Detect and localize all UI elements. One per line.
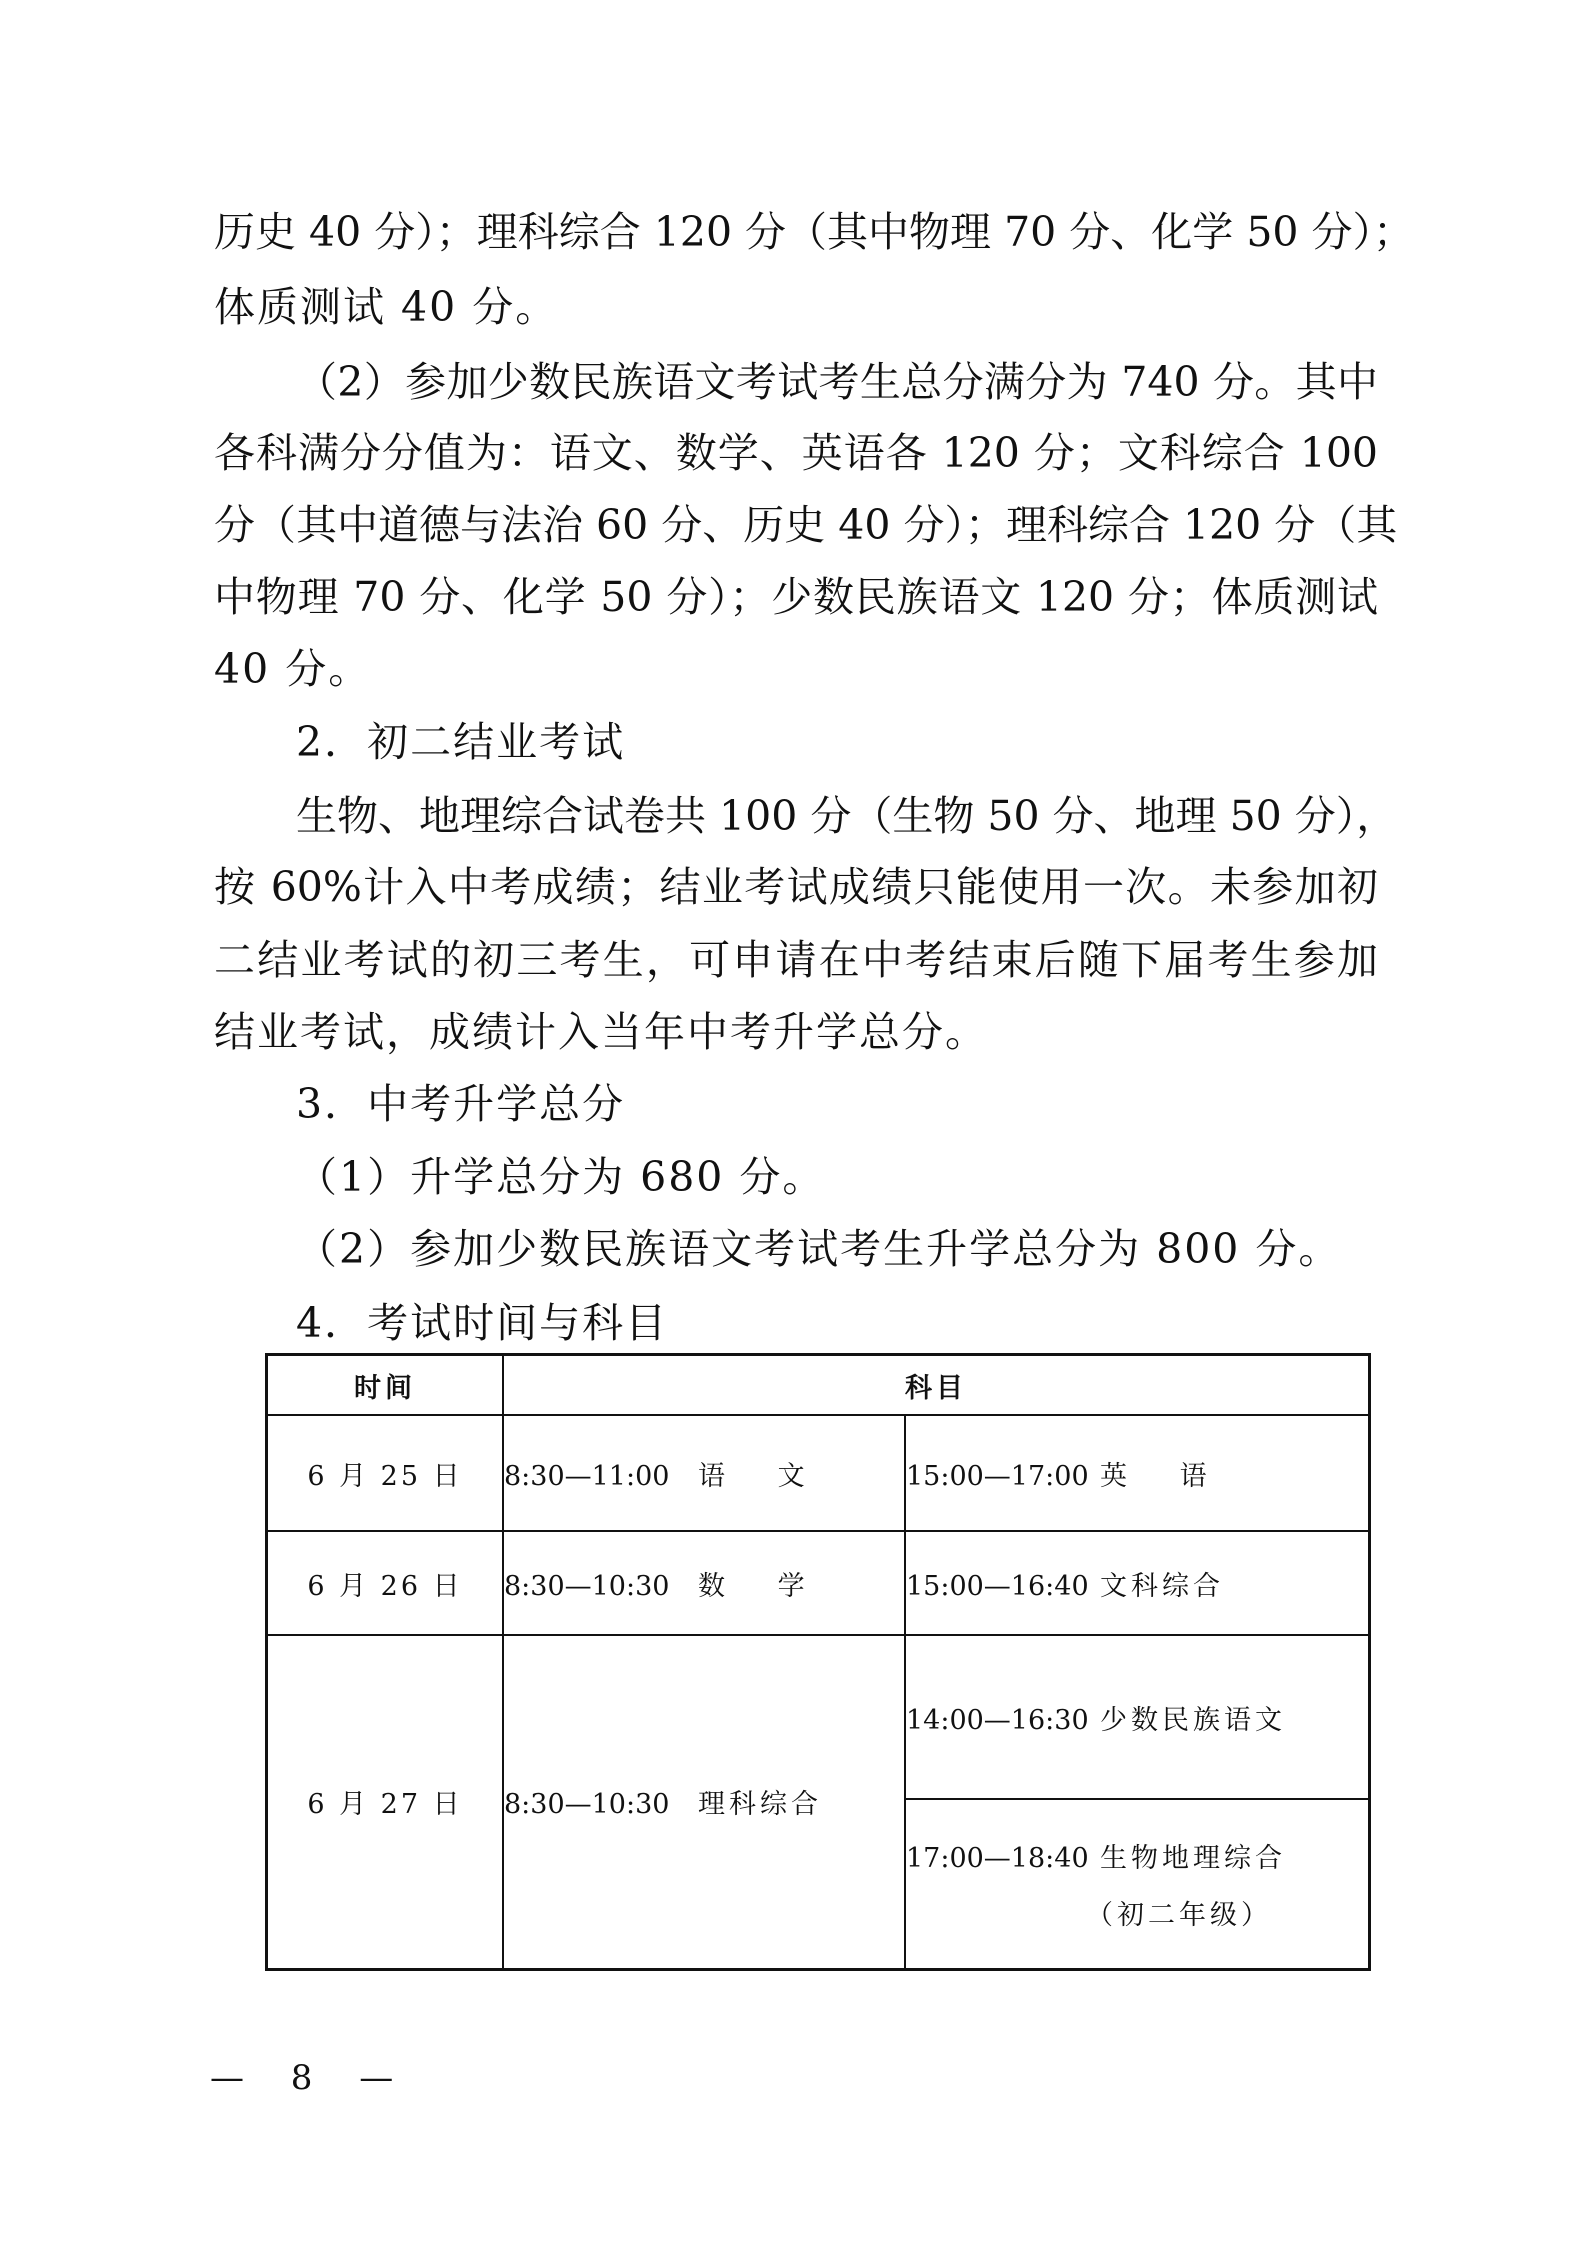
section-heading: 3．中考升学总分	[296, 1080, 626, 1128]
date-cell: 6 月 27 日	[267, 1635, 504, 1969]
paragraph-line: 按 60%计入中考成绩；结业考试成绩只能使用一次。未参加初	[214, 863, 1378, 911]
exam-schedule-table	[265, 1353, 1371, 1971]
afternoon-cell	[905, 1415, 1370, 1531]
header-subject: 科目	[503, 1355, 1370, 1416]
time-text: 8:30—11:00	[504, 1460, 670, 1492]
time-text: 17:00—18:40	[906, 1842, 1089, 1874]
subject-text: 数 学	[698, 1570, 827, 1602]
morning-cell	[503, 1415, 905, 1531]
date-cell: 6 月 26 日	[267, 1531, 504, 1635]
subject-text: 文科综合	[1100, 1570, 1224, 1602]
paragraph-line: （2）参加少数民族语文考试考生总分满分为 740 分。其中	[296, 358, 1378, 406]
morning-cell	[503, 1531, 905, 1635]
subject-text: 语 文	[698, 1460, 827, 1492]
subject-text: 少数民族语文	[1100, 1704, 1286, 1736]
afternoon-cell	[905, 1635, 1370, 1799]
paragraph-line: 各科满分分值为：语文、数学、英语各 120 分；文科综合 100	[214, 429, 1378, 477]
paragraph-line: 分（其中道德与法治 60 分、历史 40 分）；理科综合 120 分（其	[214, 501, 1398, 549]
section-heading: 4．考试时间与科目	[296, 1299, 669, 1347]
table-header-row	[267, 1355, 1370, 1416]
afternoon-cell	[905, 1799, 1370, 1969]
table-row	[267, 1635, 1370, 1799]
time-text: 8:30—10:30	[504, 1570, 670, 1602]
time-text: 8:30—10:30	[504, 1789, 670, 1821]
paragraph-line: 中物理 70 分、化学 50 分）；少数民族语文 120 分；体质测试	[214, 573, 1378, 621]
table-row	[267, 1531, 1370, 1635]
grade-note: （初二年级）	[1086, 1899, 1272, 1931]
afternoon-cell	[905, 1531, 1370, 1635]
date-cell: 6 月 25 日	[267, 1415, 504, 1531]
page-number: — 8 —	[210, 2058, 412, 2098]
paragraph-line: （1）升学总分为 680 分。	[296, 1153, 826, 1201]
time-text: 15:00—16:40	[906, 1570, 1089, 1602]
paragraph-line: 40 分。	[214, 645, 372, 693]
time-text: 15:00—17:00	[906, 1460, 1089, 1492]
paragraph-line: 二结业考试的初三考生，可申请在中考结束后随下届考生参加	[214, 936, 1378, 984]
paragraph-line: 历史 40 分）；理科综合 120 分（其中物理 70 分、化学 50 分）；	[214, 208, 1415, 256]
paragraph-line: 结业考试，成绩计入当年中考升学总分。	[214, 1008, 988, 1056]
subject-text: 理科综合	[698, 1789, 822, 1821]
header-time: 时间	[267, 1355, 504, 1416]
morning-cell	[503, 1635, 905, 1969]
table-row	[267, 1415, 1370, 1531]
time-text: 14:00—16:30	[906, 1704, 1089, 1736]
subject-text: 生物地理综合	[1100, 1842, 1286, 1874]
paragraph-line: 体质测试 40 分。	[214, 283, 559, 331]
section-heading: 2．初二结业考试	[296, 718, 626, 766]
subject-text: 英 语	[1100, 1460, 1229, 1492]
paragraph-line: 生物、地理综合试卷共 100 分（生物 50 分、地理 50 分），	[296, 792, 1398, 840]
paragraph-line: （2）参加少数民族语文考试考生升学总分为 800 分。	[296, 1225, 1342, 1273]
